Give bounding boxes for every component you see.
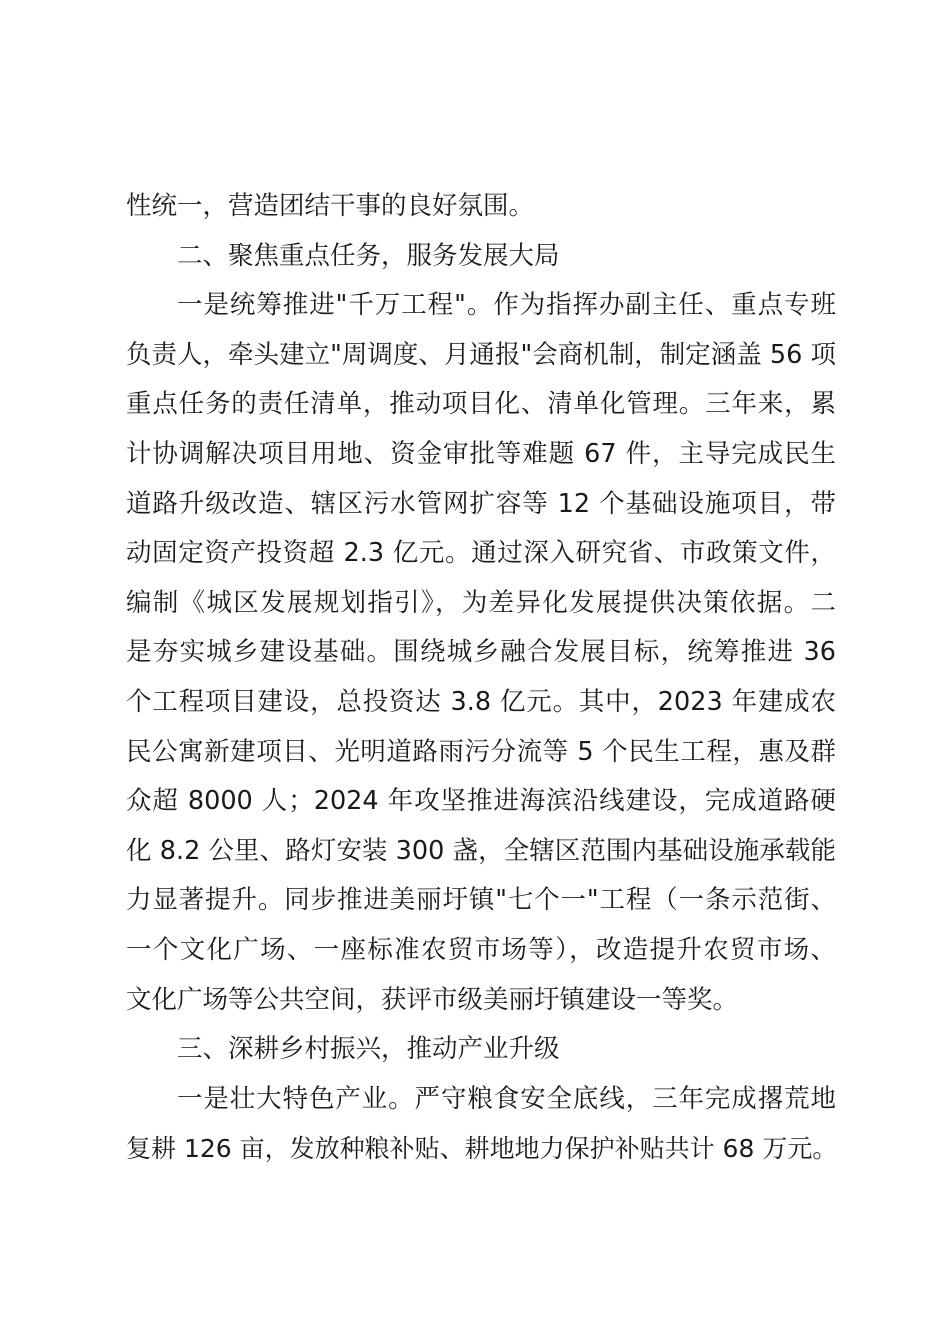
text-line: 复耕 126 亩，发放种粮补贴、耕地地力保护补贴共计 68 万元。 (126, 1134, 838, 1164)
text-line: 道路升级改造、辖区污水管网扩容等 12 个基础设施项目，带 (126, 488, 836, 519)
text-line: 众超 8000 人；2024 年攻坚推进海滨沿线建设，完成道路硬 (126, 786, 836, 817)
text-line: 是夯实城乡建设基础。围绕城乡融合发展目标，统筹推进 36 (126, 637, 836, 668)
text-line: 计协调解决项目用地、资金审批等难题 67 件，主导完成民生 (126, 438, 836, 469)
paragraph-section-3 (126, 1025, 836, 1174)
text-line: 一个文化广场、一座标准农贸市场等），改造提升农贸市场、 (126, 934, 836, 965)
text-line: 力显著提升。同步推进美丽圩镇"七个一"工程（一条示范街、 (126, 885, 836, 916)
section-heading-3: 三、深耕乡村振兴，推动产业升级 (177, 1034, 560, 1064)
text-line: 动固定资产投资超 2.3 亿元。通过深入研究省、市政策文件， (126, 538, 836, 569)
text-line: 一是统筹推进"千万工程"。作为指挥办副主任、重点专班 (177, 290, 836, 321)
text-line: 化 8.2 公里、路灯安装 300 盏，全辖区范围内基础设施承载能 (126, 835, 836, 866)
text-line: 编制《城区发展规划指引》，为差异化发展提供决策依据。二 (126, 587, 836, 618)
text-line: 一是壮大特色产业。严守粮食安全底线，三年完成撂荒地 (177, 1083, 836, 1114)
text-line: 个工程项目建设，总投资达 3.8 亿元。其中，2023 年建成农 (126, 686, 836, 717)
text-line: 负责人，牵头建立"周调度、月通报"会商机制，制定涵盖 56 项 (126, 339, 836, 370)
paragraph-intro-tail (126, 182, 836, 281)
text-line: 民公寓新建项目、光明道路雨污分流等 5 个民生工程，惠及群 (126, 736, 836, 767)
text-line: 性统一，营造团结干事的良好氛围。 (126, 191, 535, 221)
text-line: 重点任务的责任清单，推动项目化、清单化管理。三年来，累 (126, 389, 836, 420)
text-line: 文化广场等公共空间，获评市级美丽圩镇建设一等奖。 (126, 984, 739, 1015)
paragraph-section-2 (126, 281, 836, 1025)
section-heading-2: 二、聚焦重点任务，服务发展大局 (177, 240, 560, 271)
